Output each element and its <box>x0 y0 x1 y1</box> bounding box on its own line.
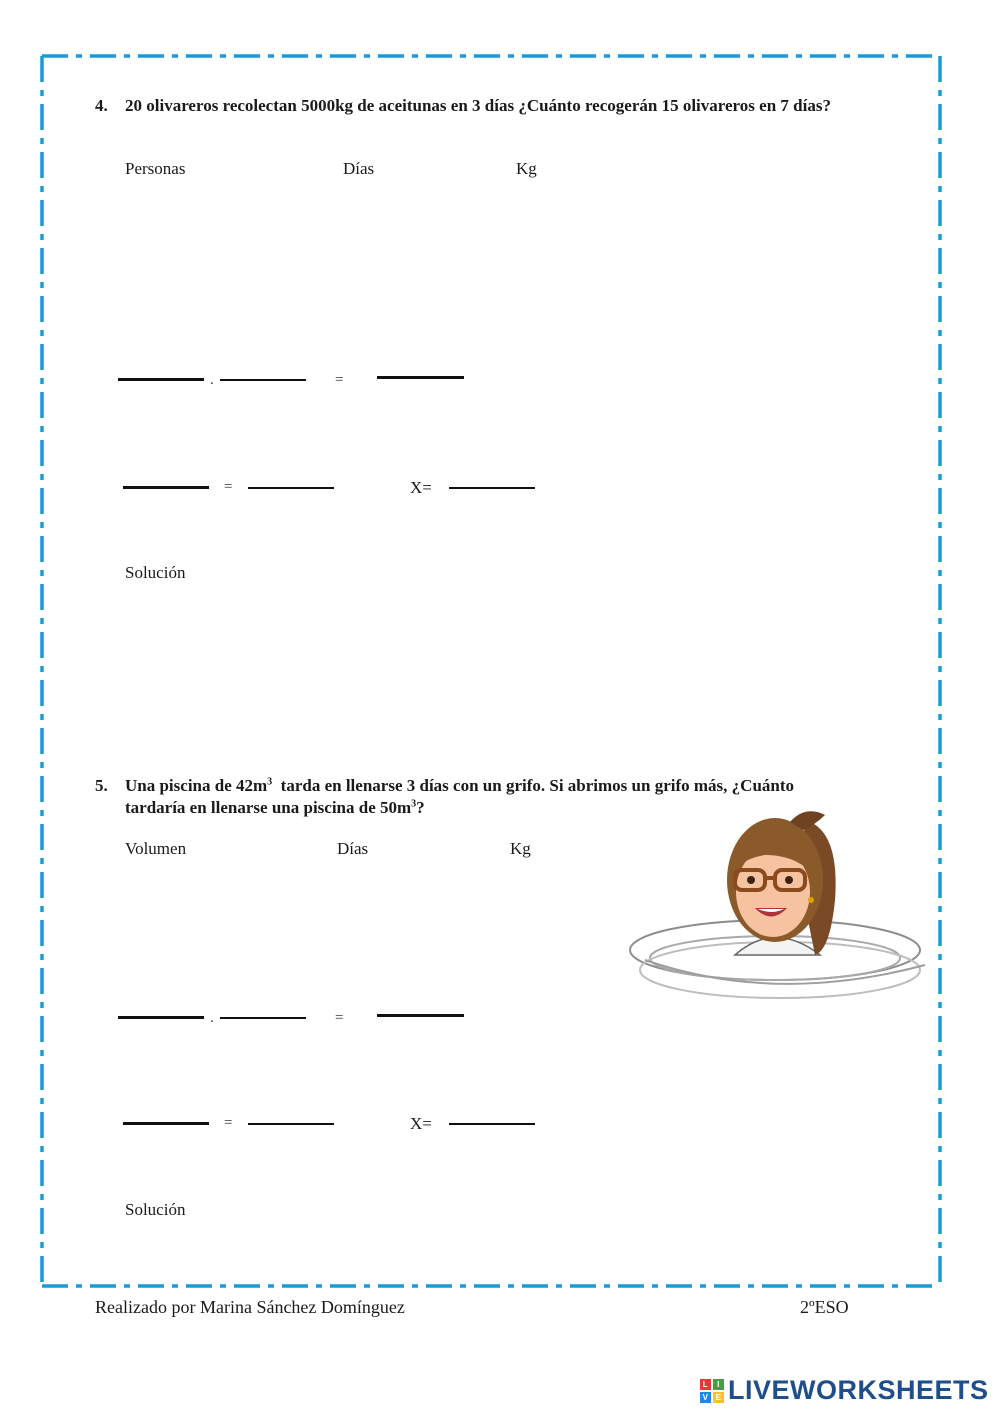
answer-blank[interactable] <box>377 376 464 379</box>
footer-course: 2ºESO <box>800 1297 849 1317</box>
logo-letter: L <box>700 1379 711 1390</box>
problem-5-line-1 <box>125 776 794 796</box>
answer-blank[interactable] <box>123 1122 209 1125</box>
header-personas: Personas <box>125 159 186 178</box>
answer-blank[interactable] <box>118 378 204 381</box>
equals-sign: = <box>335 1010 344 1026</box>
footer-author: Realizado por Marina Sánchez Domínguez <box>95 1297 405 1317</box>
problem-4-text: 20 olivareros recolectan 5000kg de aceitunas en 3 días ¿Cuánto recogerán 15 olivareros en 7 días? <box>125 96 831 115</box>
brand-name: LIVEWORKSHEETS <box>728 1375 989 1405</box>
header-kg: Kg <box>516 159 537 178</box>
superscript: 3 <box>411 798 417 810</box>
logo-letter: E <box>713 1392 724 1403</box>
answer-blank[interactable] <box>123 486 209 489</box>
problem-5-line-1-a: Una piscina de 42m <box>125 776 268 795</box>
answer-blank[interactable] <box>220 1017 306 1019</box>
equals-sign: = <box>224 1115 233 1131</box>
problem-5-line-2-b: ? <box>416 798 425 817</box>
superscript: 3 <box>267 776 273 788</box>
problem-5-number: 5. <box>95 776 108 795</box>
answer-blank-x[interactable] <box>449 487 535 489</box>
header-dias: Días <box>337 839 369 858</box>
header-dias: Días <box>343 159 375 178</box>
solution-label: Solución <box>125 1200 186 1219</box>
problem-5-line-2-a: tardaría en llenarse una piscina de 50m <box>125 798 412 817</box>
bitmoji-teacher-in-water-icon <box>625 800 935 1010</box>
liveworksheets-brand <box>700 1375 989 1406</box>
answer-blank[interactable] <box>377 1014 464 1017</box>
logo-letter: I <box>713 1379 724 1390</box>
answer-blank-x[interactable] <box>449 1123 535 1125</box>
answer-blank[interactable] <box>248 487 334 489</box>
answer-blank[interactable] <box>118 1016 204 1019</box>
logo-letter: V <box>700 1392 711 1403</box>
header-volumen: Volumen <box>125 839 187 858</box>
problem-5-line-1-b: tarda en llenarse 3 días con un grifo. Si abrimos un grifo más, ¿Cuánto <box>272 776 795 795</box>
problem-4-statement <box>95 96 915 118</box>
problem-4-number: 4. <box>95 96 108 115</box>
equals-sign: = <box>224 479 233 495</box>
solution-label: Solución <box>125 563 186 582</box>
liveworksheets-logo-icon <box>700 1379 724 1403</box>
problem-5-line-2 <box>125 798 425 818</box>
x-label: X= <box>410 478 432 497</box>
x-label: X= <box>410 1114 432 1133</box>
multiply-dot: . <box>210 1010 214 1026</box>
answer-blank[interactable] <box>220 379 306 381</box>
multiply-dot: . <box>210 372 214 388</box>
equals-sign: = <box>335 372 344 388</box>
answer-blank[interactable] <box>248 1123 334 1125</box>
header-kg: Kg <box>510 839 531 858</box>
